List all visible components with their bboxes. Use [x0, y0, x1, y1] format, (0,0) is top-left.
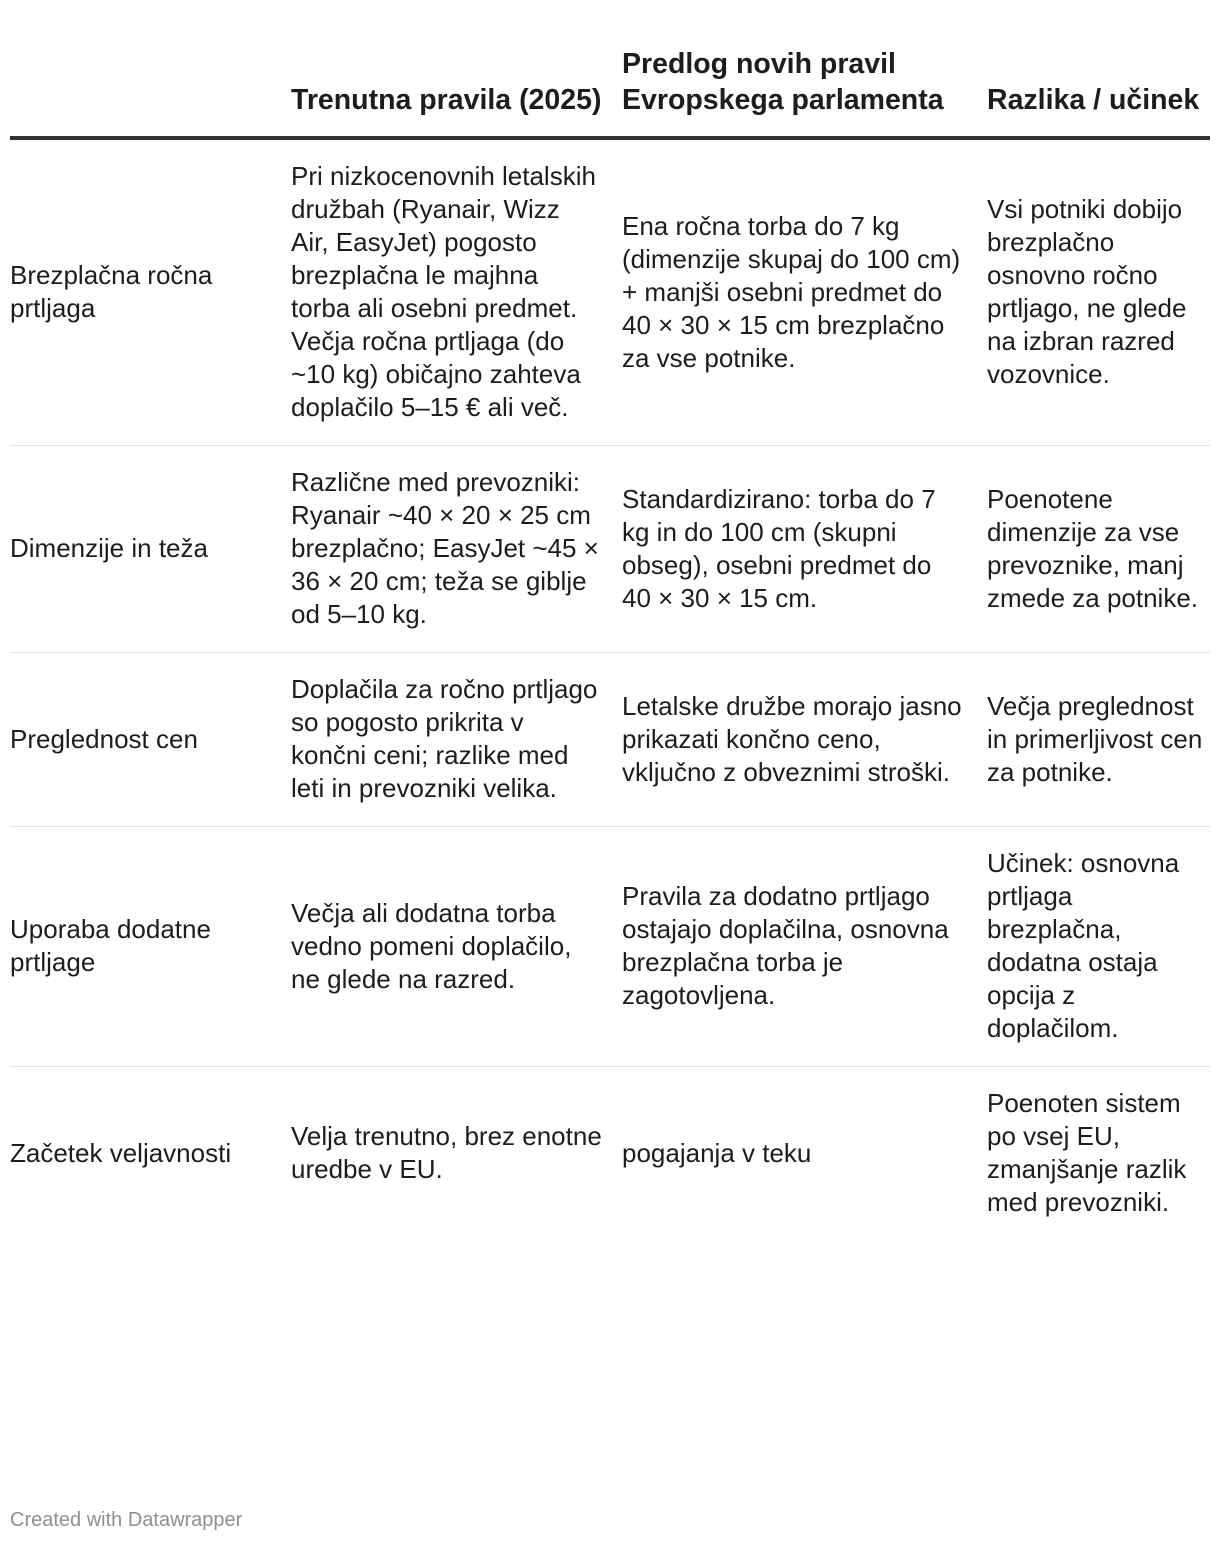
comparison-table	[10, 0, 1210, 1240]
row-label: Začetek veljavnosti	[10, 1137, 232, 1168]
row-label: Brezplačna ročna prtljaga	[10, 138, 291, 446]
header-proposal: Predlog novih pravil Evropskega parlamenta	[622, 0, 987, 138]
proposal-cell: Letalske družbe morajo jasno prikazati končno ceno, vključno z obveznimi stroški.	[622, 653, 987, 827]
difference-cell: Poenoten sistem po vsej EU, zmanjšanje razlik med prevozniki.	[987, 1088, 1187, 1217]
proposal-cell: pogajanja v teku	[622, 1137, 812, 1168]
proposal-cell: Ena ročna torba do 7 kg (dimenzije skupaj do 100 cm) + manjši osebni predmet do 40 × 30 × 15 cm brezplačno za vse potnike.	[622, 138, 987, 446]
row-label: Preglednost cen	[10, 653, 291, 827]
current-rules-cell: Velja trenutno, brez enotne uredbe v EU.	[291, 1121, 602, 1184]
table-row	[10, 1067, 1210, 1241]
header-difference: Razlika / učinek	[987, 0, 1210, 138]
current-rules-cell: Večja ali dodatna torba vedno pomeni doplačilo, ne glede na razred.	[291, 827, 622, 1067]
proposal-cell: Pravila za dodatno prtljago ostajajo doplačilna, osnovna brezplačna torba je zagotovljena.	[622, 827, 987, 1067]
difference-cell: Večja preglednost in primerljivost cen za potnike.	[987, 653, 1210, 827]
table-row	[10, 827, 1210, 1067]
datawrapper-credit: Created with Datawrapper	[10, 1509, 243, 1531]
current-rules-cell: Pri nizkocenovnih letalskih družbah (Ryanair, Wizz Air, EasyJet) pogosto brezplačna le majhna torba ali osebni predmet. Večja ročna prtljaga (do ~10 kg) običajno zahteva doplačilo 5–15 € ali več.	[291, 138, 622, 446]
difference-cell: Učinek: osnovna prtljaga brezplačna, dodatna ostaja opcija z doplačilom.	[987, 827, 1210, 1067]
difference-cell: Vsi potniki dobijo brezplačno osnovno ročno prtljago, ne glede na izbran razred vozovnice.	[987, 138, 1210, 446]
comparison-table-container	[10, 0, 1210, 1240]
table-row	[10, 446, 1210, 653]
table-header-row	[10, 0, 1210, 138]
difference-cell: Poenotene dimenzije za vse prevoznike, manj zmede za potnike.	[987, 446, 1210, 653]
table-row	[10, 138, 1210, 446]
header-category	[10, 0, 291, 138]
current-rules-cell: Doplačila za ročno prtljago so pogosto prikrita v končni ceni; razlike med leti in prevozniki velika.	[291, 653, 622, 827]
row-label: Dimenzije in teža	[10, 446, 291, 653]
row-label: Uporaba dodatne prtljage	[10, 827, 291, 1067]
header-current-rules: Trenutna pravila (2025)	[291, 0, 622, 138]
proposal-cell: Standardizirano: torba do 7 kg in do 100 cm (skupni obseg), osebni predmet do 40 × 30 × 15 cm.	[622, 446, 987, 653]
current-rules-cell: Različne med prevozniki: Ryanair ~40 × 20 × 25 cm brezplačno; EasyJet ~45 × 36 × 20 cm; teža se giblje od 5–10 kg.	[291, 446, 622, 653]
table-row	[10, 653, 1210, 827]
